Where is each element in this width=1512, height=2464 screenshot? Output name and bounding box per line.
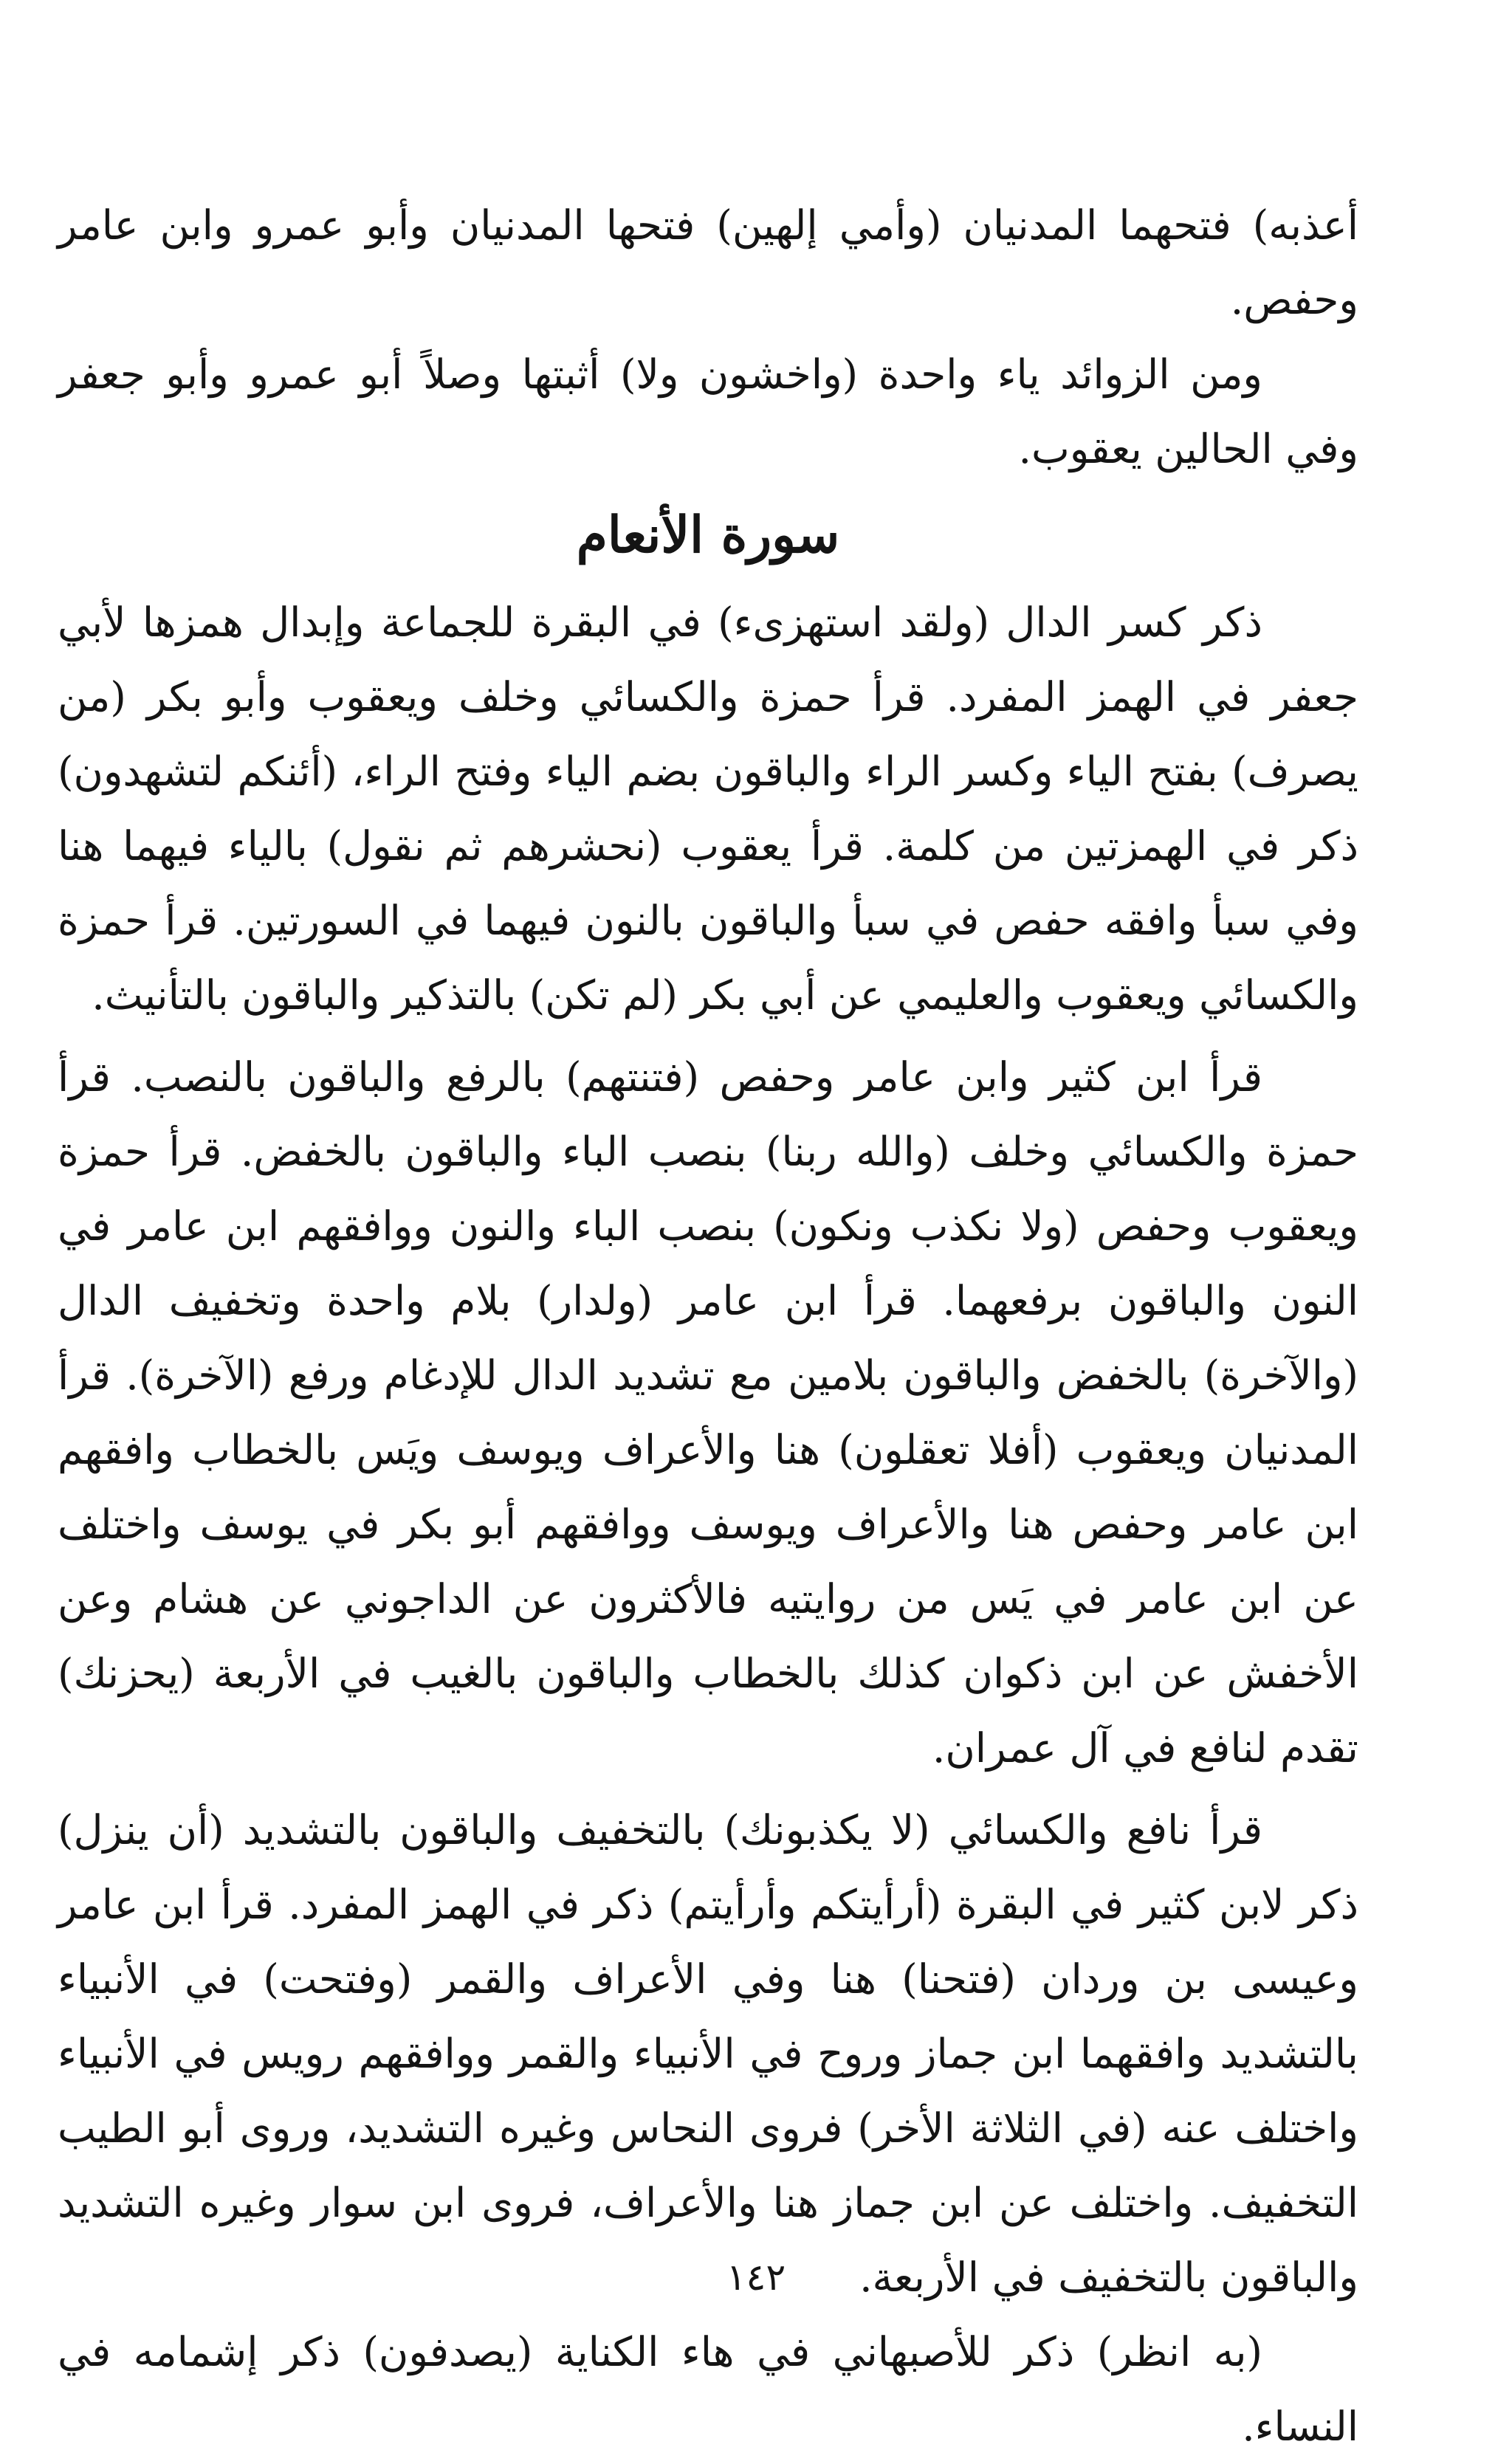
section-title: سورة الأنعام bbox=[576, 506, 840, 565]
section-paragraph-1: ذكر كسر الدال (ولقد استهزىء) في البقرة للجماعة وإبدال همزها لأبي جعفر في الهمز المفرد. قرأ حمزة والكسائي وخلف ويعقوب وأبو بكر (من يصرف) بفتح الياء وكسر الراء والباقون بضم الياء وفتح الراء، (أئنكم لتشهدون) ذكر في الهمزتين من كلمة. قرأ يعقوب (نحشرهم ثم نقول) بالياء فيهما هنا وفي سبأ وافقه حفص في سبأ والباقون بالنون فيهما في السورتين. قرأ حمزة والكسائي ويعقوب والعليمي عن أبي بكر (لم تكن) بالتذكير والباقون بالتأنيث. bbox=[58, 599, 1358, 1019]
section-paragraph-2: قرأ ابن كثير وابن عامر وحفص (فتنتهم) بالرفع والباقون بالنصب. قرأ حمزة والكسائي وخلف (والله ربنا) بنصب الباء والباقون بالخفض. قرأ حمزة ويعقوب وحفص (ولا نكذب ونكون) بنصب الباء والنون ووافقهم ابن عامر في النون والباقون برفعهما. قرأ ابن عامر (ولدار) بلام واحدة وتخفيف الدال (والآخرة) بالخفض والباقون بلامين مع تشديد الدال للإدغام ورفع (الآخرة). قرأ المدنيان ويعقوب (أفلا تعقلون) هنا والأعراف ويوسف ويَس بالخطاب وافقهم ابن عامر وحفص هنا والأعراف ويوسف ووافقهم أبو بكر في يوسف واختلف عن ابن عامر في يَس من روايتيه فالأكثرون عن الداجوني عن هشام وعن الأخفش عن ابن ذكوان كذلك بالخطاب والباقون بالغيب في الأربعة (يحزنك) تقدم لنافع في آل عمران. bbox=[58, 1053, 1358, 1772]
paragraph-2: ومن الزوائد ياء واحدة (واخشون ولا) أثبتها وصلاً أبو عمرو وأبو جعفر وفي الحالين يعقوب. bbox=[58, 351, 1358, 472]
section-paragraph-3: قرأ نافع والكسائي (لا يكذبونك) بالتخفيف والباقون بالتشديد (أن ينزل) ذكر لابن كثير في البقرة (أرأيتكم وأرأيتم) ذكر في الهمز المفرد. قرأ ابن عامر وعيسى بن وردان (فتحنا) هنا وفي الأعراف والقمر (وفتحت) في الأنبياء بالتشديد وافقهما ابن جماز وروح في الأنبياء والقمر ووافقهم رويس في الأنبياء واختلف عنه (في الثلاثة الأخر) فروى النحاس وغيره التشديد، وروى أبو الطيب التخفيف. واختلف عن ابن جماز هنا والأعراف، فروى ابن سوار وغيره التشديد والباقون بالتخفيف في الأربعة. bbox=[58, 1806, 1358, 2301]
page-body bbox=[58, 188, 1358, 2464]
page-number: ١٤٢ bbox=[726, 2256, 786, 2299]
paragraph-1: أعذبه) فتحهما المدنيان (وأمي إلهين) فتحها المدنيان وأبو عمرو وابن عامر وحفص. bbox=[58, 202, 1358, 323]
section-paragraph-4: (به انظر) ذكر للأصبهاني في هاء الكناية (يصدفون) ذكر إشمامه في النساء. bbox=[58, 2328, 1358, 2450]
